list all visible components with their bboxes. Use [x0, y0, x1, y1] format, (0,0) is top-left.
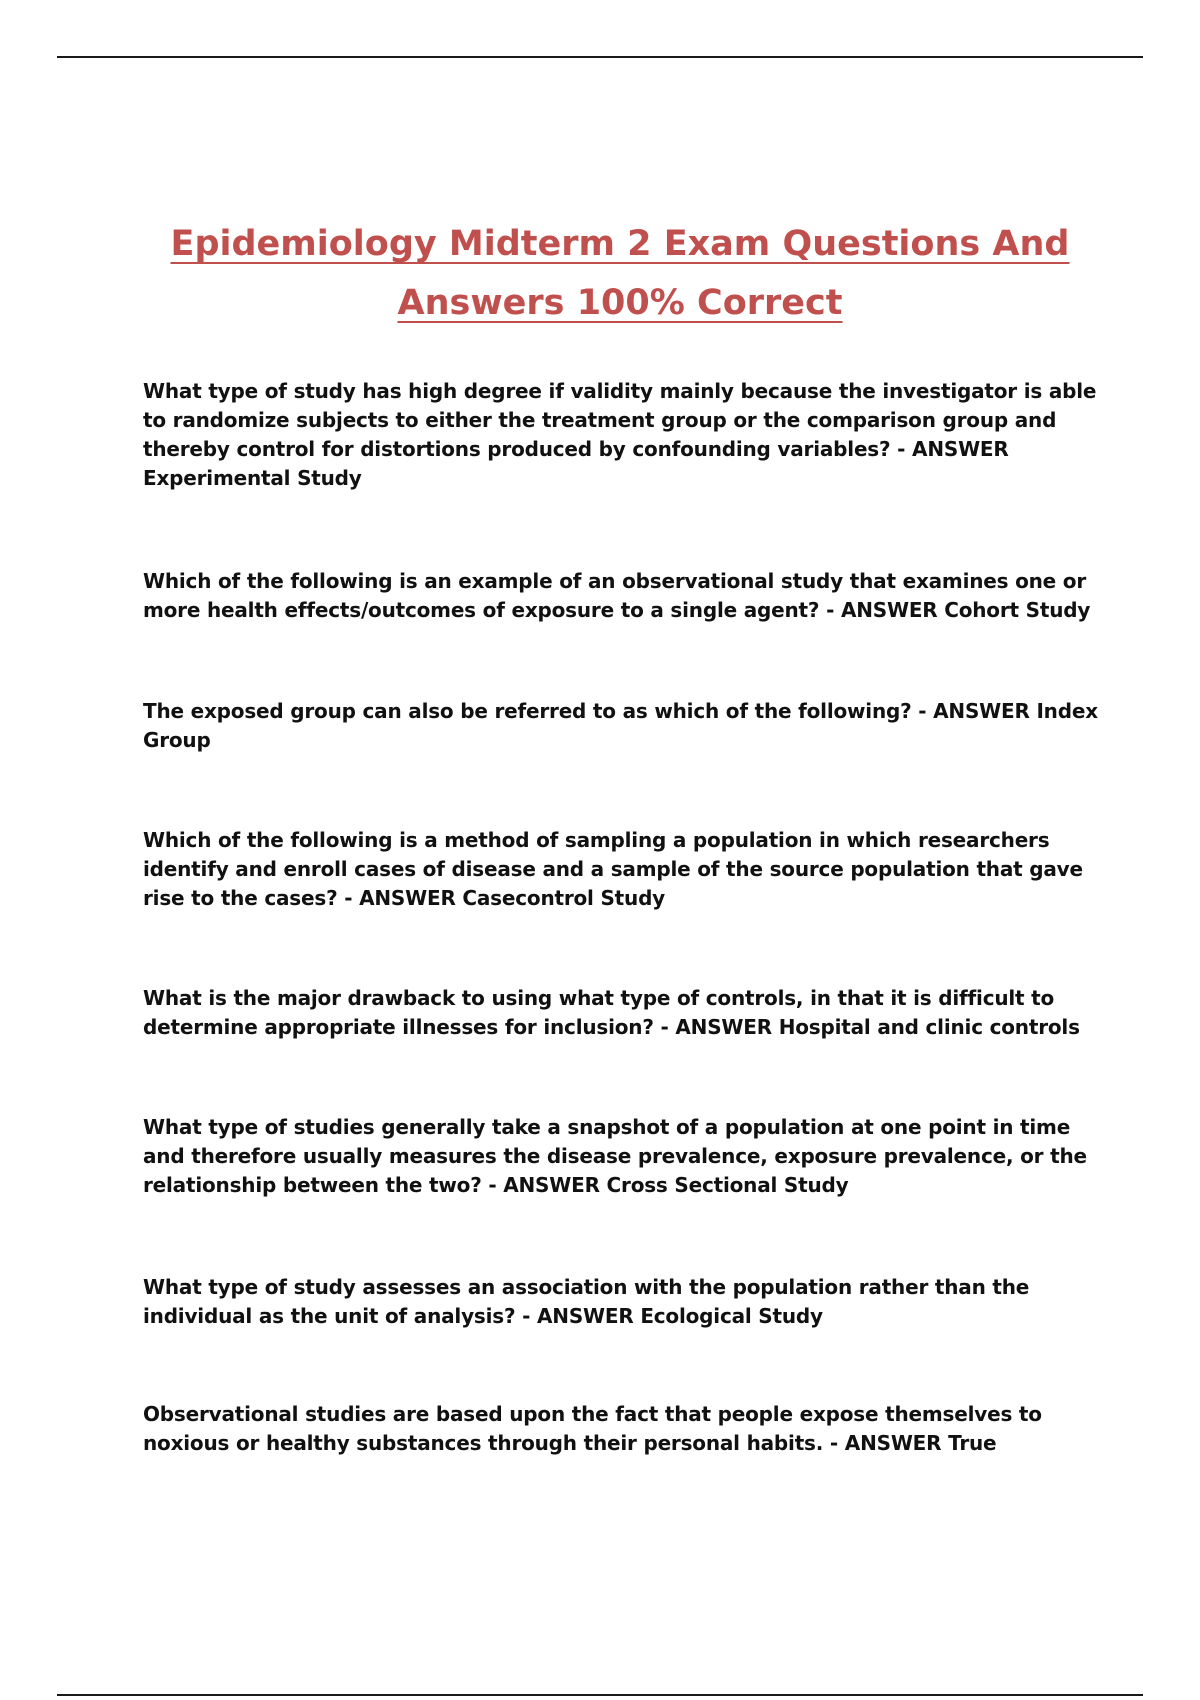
answer-text: Index Group: [143, 699, 1098, 752]
answer-text: Hospital and clinic controls: [778, 1015, 1080, 1039]
answer-separator: - ANSWER: [823, 1431, 949, 1455]
question-text: What type of study assesses an association with the population rather than the individual as the unit of analysis?: [143, 1275, 1030, 1328]
question-text: What type of studies generally take a snapshot of a population at one point in time and therefore usually measures the disease prevalence, exposure prevalence, or the relationship between the two?: [143, 1115, 1087, 1197]
answer-separator: - ANSWER: [481, 1173, 607, 1197]
question-text: Which of the following is an example of an observational study that examines one or more health effects/outcomes of exposure to a single agent?: [143, 569, 1087, 622]
answer-separator: - ANSWER: [653, 1015, 779, 1039]
answer-text: Cohort Study: [944, 598, 1091, 622]
qa-item-5: [143, 984, 1103, 1042]
answer-separator: - ANSWER: [819, 598, 945, 622]
answer-text: Ecological Study: [640, 1304, 823, 1328]
qa-item-2: [143, 567, 1103, 625]
qa-item-1: [143, 377, 1103, 493]
qa-item-3: [143, 697, 1103, 755]
qa-item-4: [143, 826, 1103, 913]
bottom-rule: [57, 1694, 1143, 1696]
top-rule: [57, 56, 1143, 58]
qa-item-8: [143, 1400, 1103, 1458]
question-text: What type of study has high degree if validity mainly because the investigator is able to randomize subjects to either the treatment group or the comparison group and thereby control for distortions produced by confounding variables?: [143, 379, 1097, 461]
question-text: The exposed group can also be referred to as which of the following?: [143, 699, 912, 723]
answer-text: Experimental Study: [143, 466, 362, 490]
qa-item-6: [143, 1113, 1103, 1200]
question-text: Observational studies are based upon the fact that people expose themselves to noxious or healthy substances through their personal habits.: [143, 1402, 1042, 1455]
qa-item-7: [143, 1273, 1103, 1331]
answer-separator: - ANSWER: [515, 1304, 641, 1328]
document-title: [100, 215, 1140, 333]
answer-text: True: [948, 1431, 997, 1455]
answer-separator: - ANSWER: [890, 437, 1009, 461]
answer-separator: - ANSWER: [911, 699, 1037, 723]
answer-separator: - ANSWER: [337, 886, 463, 910]
answer-text: Cross Sectional Study: [606, 1173, 849, 1197]
question-text: Which of the following is a method of sampling a population in which researchers identify and enroll cases of disease and a sample of the source population that gave rise to the cases?: [143, 828, 1083, 910]
question-text: What is the major drawback to using what type of controls, in that it is difficult to determine appropriate illnesses for inclusion?: [143, 986, 1055, 1039]
title-line-1: Epidemiology Midterm 2 Exam Questions And: [170, 224, 1070, 265]
answer-text: Casecontrol Study: [462, 886, 666, 910]
title-line-2: Answers 100% Correct: [397, 283, 843, 324]
